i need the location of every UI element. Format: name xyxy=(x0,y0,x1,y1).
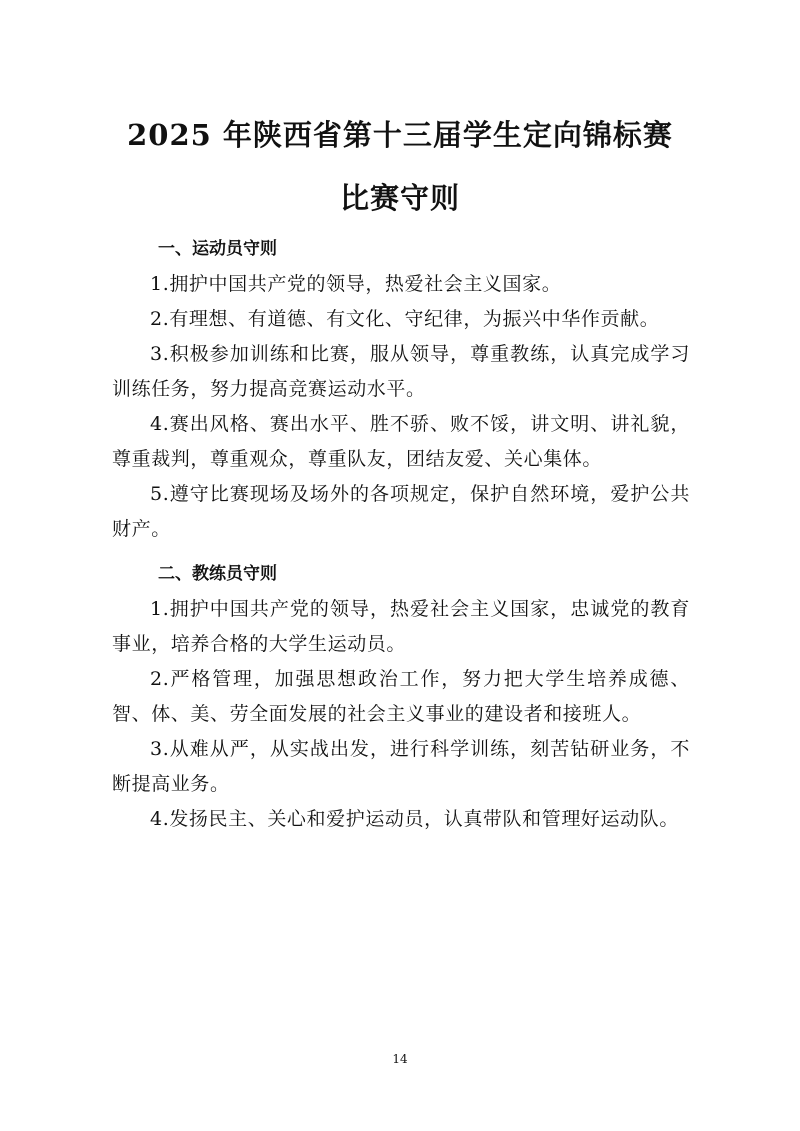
rule-item: 1.拥护中国共产党的领导，热爱社会主义国家。 xyxy=(150,273,562,295)
rule-item: 2.严格管理，加强思想政治工作，努力把大学生培养成德、智、体、美、劳全面发展的社会主义事业的建设者和接班人。 xyxy=(112,668,690,725)
page-number: 14 xyxy=(392,1052,408,1066)
section-heading: 二、教练员守则 xyxy=(158,564,277,584)
section-athlete-rules xyxy=(112,232,690,547)
rule-item: 2.有理想、有道德、有文化、守纪律，为振兴中华作贡献。 xyxy=(150,308,660,330)
document-title-line1: 2025 年陕西省第十三届学生定向锦标赛 xyxy=(127,118,673,152)
rule-item: 3.积极参加训练和比赛，服从领导，尊重教练，认真完成学习训练任务，努力提高竞赛运动水平。 xyxy=(112,343,690,400)
rule-item: 4.赛出风格、赛出水平、胜不骄、败不馁，讲文明、讲礼貌，尊重裁判，尊重观众，尊重队友，团结友爱、关心集体。 xyxy=(112,413,690,470)
section-coach-rules xyxy=(112,557,690,837)
rule-item: 4.发扬民主、关心和爱护运动员，认真带队和管理好运动队。 xyxy=(150,808,679,830)
document-title-line2: 比赛守则 xyxy=(339,181,460,215)
document-body xyxy=(112,232,690,837)
rule-item: 5.遵守比赛现场及场外的各项规定，保护自然环境，爱护公共财产。 xyxy=(112,483,690,540)
rule-item: 3.从难从严，从实战出发，进行科学训练，刻苦钻研业务，不断提高业务。 xyxy=(112,738,690,795)
section-heading: 一、运动员守则 xyxy=(158,239,277,259)
rule-item: 1.拥护中国共产党的领导，热爱社会主义国家，忠诚党的教育事业，培养合格的大学生运动员。 xyxy=(112,598,690,655)
